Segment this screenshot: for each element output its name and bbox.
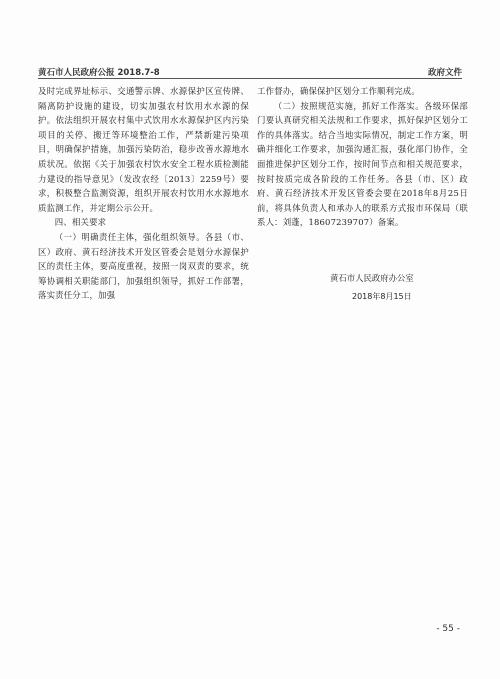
signature-date: 2018年8月15日 — [352, 292, 412, 301]
signature-org: 黄石市人民政府办公室 — [330, 273, 414, 283]
header-section: 政府文件 — [427, 68, 462, 78]
left-column — [38, 84, 249, 303]
paragraph: （一）明确责任主体，强化组织领导。各县（市、区）政府、黄石经济技术开发区管委会是划分水源保护区的责任主体，要高度重视，按照一岗双责的要求，统筹协调相关职能部门，加强组织领导，抓好工作部署，落实责任分工，加强 — [38, 231, 249, 301]
paragraph: 工作督办，确保保护区划分工作顺利完成。 — [257, 86, 420, 96]
section-heading: 四、相关要求 — [54, 217, 107, 228]
header-publication: 黄石市人民政府公报 2018.7-8 — [38, 68, 160, 78]
paragraph: （二）按照规范实施，抓好工作落实。各级环保部门要认真研究相关法规和工作要求，抓好保护区划分工作的具体落实。结合当地实际情况，制定工作方案，明确并细化工作要求，加强沟通汇报，强化部门协作，全面推进保护区划分工作，按时间节点和相关规范要求，按时按质完成各阶段的工作任务。各县（市、区）政府、黄石经济技术开发区管委会要在2018年8月25日前，将具体负责人和承办人的联系方式报市环保局（联系人：刘蓬，18607239707）备案。 — [257, 100, 468, 228]
right-column — [257, 84, 468, 230]
page-number: - 55 - — [436, 624, 460, 634]
header-rule — [38, 78, 462, 79]
paragraph: 及时完成界址标示、交通警示牌、水源保护区宣传牌、隔离防护设施的建设，切实加强农村饮用水水源的保护。依法组织开展农村集中式饮用水水源保护区内污染项目的关停、搬迁等环境整治工作，严禁新建污染项目，明确保护措施，加强污染防治，稳步改善水源地水质状况。依据《关于加强农村饮水安全工程水质检测能力建设的指导意见》（发改农经〔2013〕2259号）要求，积极整合监测资源，组织开展农村饮用水水源地水质监测工作，并定期公示公开。 — [38, 86, 249, 213]
